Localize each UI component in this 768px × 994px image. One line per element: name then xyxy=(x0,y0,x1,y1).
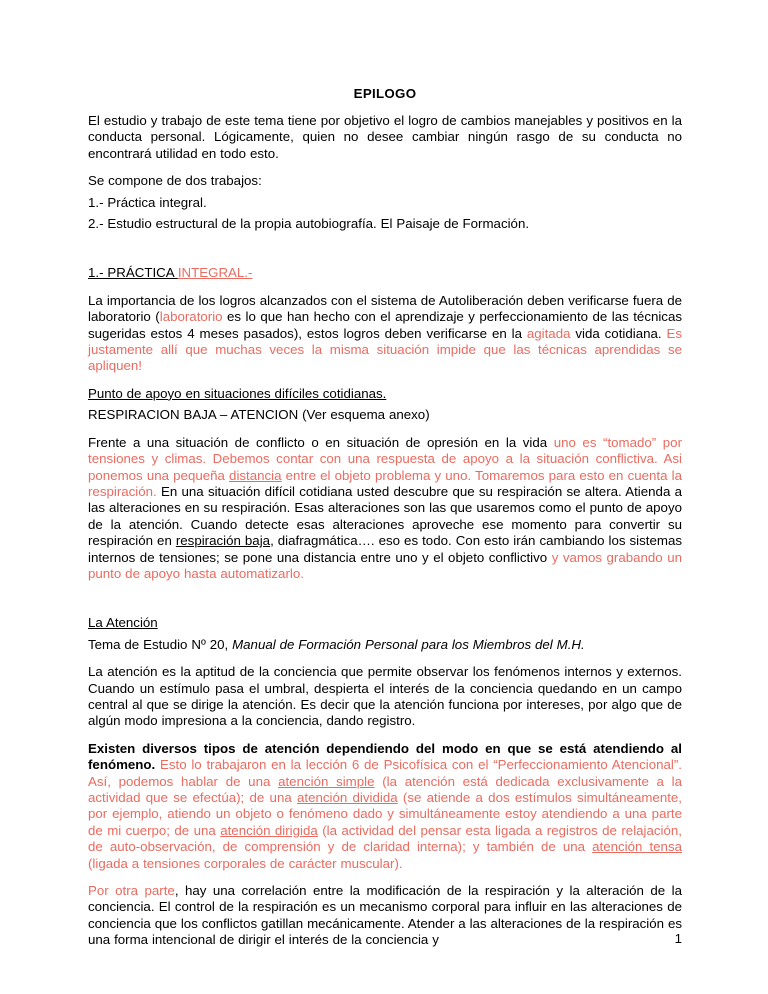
p7-seg-atencion-dirigida: atención dirigida xyxy=(220,822,318,838)
list-item-1 xyxy=(88,195,682,211)
p6-text: La atención es la aptitud de la conciencia que permite observar los fenómenos internos y externos. Cuando un estímulo pasa el umbral, despierta el interés de la conciencia quedando en un campo central al que se dirige la atención. Es decir que la atención funciona por intereses, por algo que de algún modo impresiona a la conciencia, dando registro. xyxy=(88,664,682,729)
paragraph-intro xyxy=(88,113,682,162)
paragraph-por-otra-parte xyxy=(88,883,682,949)
p8-seg-por-otra-parte: Por otra parte xyxy=(88,883,175,899)
p3-seg-c: es lo que han hecho con el aprendizaje y perfeccionamiento de las técnicas sugeridas estos 4 meses pasados), estos logros deben verificarse en la xyxy=(88,309,683,341)
p7-seg-atencion-tensa: atención tensa xyxy=(592,839,682,855)
subheading-punto-de-apoyo-text: Punto de apoyo en situaciones difíciles cotidianas. xyxy=(88,385,387,401)
paragraph-se-compone xyxy=(88,173,682,189)
page-title: EPILOGO xyxy=(353,86,417,101)
p7-seg-j: (ligada a tensiones corporales de carácter muscular). xyxy=(88,855,403,871)
p3-seg-agitada: agitada xyxy=(526,325,571,341)
list-item-2-text: 2.- Estudio estructural de la propia autobiografía. El Paisaje de Formación. xyxy=(88,216,530,232)
paragraph-la-atencion-aptitud xyxy=(88,664,682,730)
p4-seg-e: En una situación difícil cotidiana usted descubre que su respiración se altera. Atienda a las alteraciones en su respiración. Esas alteraciones son las que usaremos como el punto de apoyo de la atención. Cuando detecte esas alteraciones aproveche ese momento para convertir su respiración en xyxy=(88,483,682,549)
subheading-la-atencion-text: La Atención xyxy=(88,615,158,631)
page-number: 1 xyxy=(674,931,682,946)
paragraph-importancia-logros xyxy=(88,293,682,375)
document-content xyxy=(88,86,682,960)
p7-seg-a: Existen diversos tipos de atención dependiendo del modo en que se está atendiendo al fenómeno. xyxy=(88,740,682,773)
p7-seg-atencion-dividida: atención dividida xyxy=(297,790,398,805)
p7-seg-b: Esto lo trabajaron en la lección 6 de Psicofísica con el “Perfeccionamiento Atencional”. Así, podemos hablar de una xyxy=(88,757,682,789)
p4-seg-a: Frente a una situación de conflicto o en situación de opresión en la vida xyxy=(88,434,554,450)
p3-seg-laboratorio: laboratorio xyxy=(159,309,223,325)
subheading-la-atencion xyxy=(88,615,682,631)
list-item-2 xyxy=(88,216,682,232)
p3-seg-f: Es justamente allí que muchas veces la misma situación impide que las técnicas aprendidas se apliquen! xyxy=(88,325,682,374)
p7-seg-atencion-simple: atención simple xyxy=(278,773,375,789)
p7-seg-h: (la actividad del pensar esta ligada a registros de relajación, de auto-observación, de comprensión y de claridad interna); y también de una xyxy=(88,822,682,855)
subheading-respiracion-baja-text: RESPIRACION BAJA – ATENCION (Ver esquema anexo) xyxy=(88,407,430,423)
p8-seg-b: , hay una correlación entre la modificación de la respiración y la alteración de la conciencia. El control de la respiración es un mecanismo corporal para influir en las alteraciones de conciencia que los conflictos gatillan mecánicamente. Atender a las alteraciones de la respiración es una forma intencional de dirigir el interés de la conciencia y xyxy=(88,883,682,948)
paragraph-tipos-de-atencion xyxy=(88,741,682,872)
subheading-punto-de-apoyo xyxy=(88,386,682,402)
list-item-1-text: 1.- Práctica integral. xyxy=(88,194,207,210)
p3-seg-e: vida cotidiana. xyxy=(570,325,667,341)
p4-seg-g: , diafragmática…. eso es todo. Con esto irán cambiando los sistemas internos de tensiones; se pone una distancia entre uno y el objeto conflictivo xyxy=(88,533,682,565)
p4-seg-respiracion-baja: respiración baja xyxy=(175,533,271,549)
paragraph-tema-de-estudio xyxy=(88,637,682,653)
p4-seg-distancia: distancia xyxy=(229,467,282,483)
section-heading-practica-integral xyxy=(88,265,682,281)
section-heading-integral: INTEGRAL.- xyxy=(177,265,253,281)
p3-seg-a: La importancia de los logros alcanzados con el sistema de Autoliberación deben verificarse fuera de laboratorio ( xyxy=(88,292,682,325)
section-heading-practica: 1.- PRÁCTICA xyxy=(88,265,178,281)
p7-seg-d: (la atención está dedicada exclusivamente a la actividad que se efectúa); de una xyxy=(88,773,682,805)
p4-seg-d: entre el objeto problema y uno. Tomaremos para esto en cuenta la respiración. xyxy=(88,467,682,499)
p4-seg-h: y vamos grabando un punto de apoyo hasta automatizarlo. xyxy=(88,549,683,581)
p5-seg-a: Tema de Estudio Nº 20, xyxy=(88,636,233,652)
paragraph-se-compone-text: Se compone de dos trabajos: xyxy=(88,173,262,189)
p5-seg-manual-title: Manual de Formación Personal para los Miembros del M.H. xyxy=(232,636,585,652)
paragraph-frente-a-situacion xyxy=(88,435,682,583)
p7-seg-f: (se atiende a dos estímulos simultáneamente, por ejemplo, atiendo un objeto o fenómeno dado y simultáneamente estoy atendiendo a una parte de mi cuerpo; de una xyxy=(88,790,682,838)
p4-seg-b: uno es “tomado” por tensiones y climas. Debemos contar con una respuesta de apoyo a la situación conflictiva. Asi ponemos una pequeña xyxy=(88,434,682,483)
paragraph-intro-text: El estudio y trabajo de este tema tiene por objetivo el logro de cambios manejables y positivos en la conducta personal. Lógicamente, quien no desee cambiar ningún rasgo de su conducta no encontrará utilidad en todo esto. xyxy=(88,113,682,161)
subheading-respiracion-baja xyxy=(88,407,682,423)
